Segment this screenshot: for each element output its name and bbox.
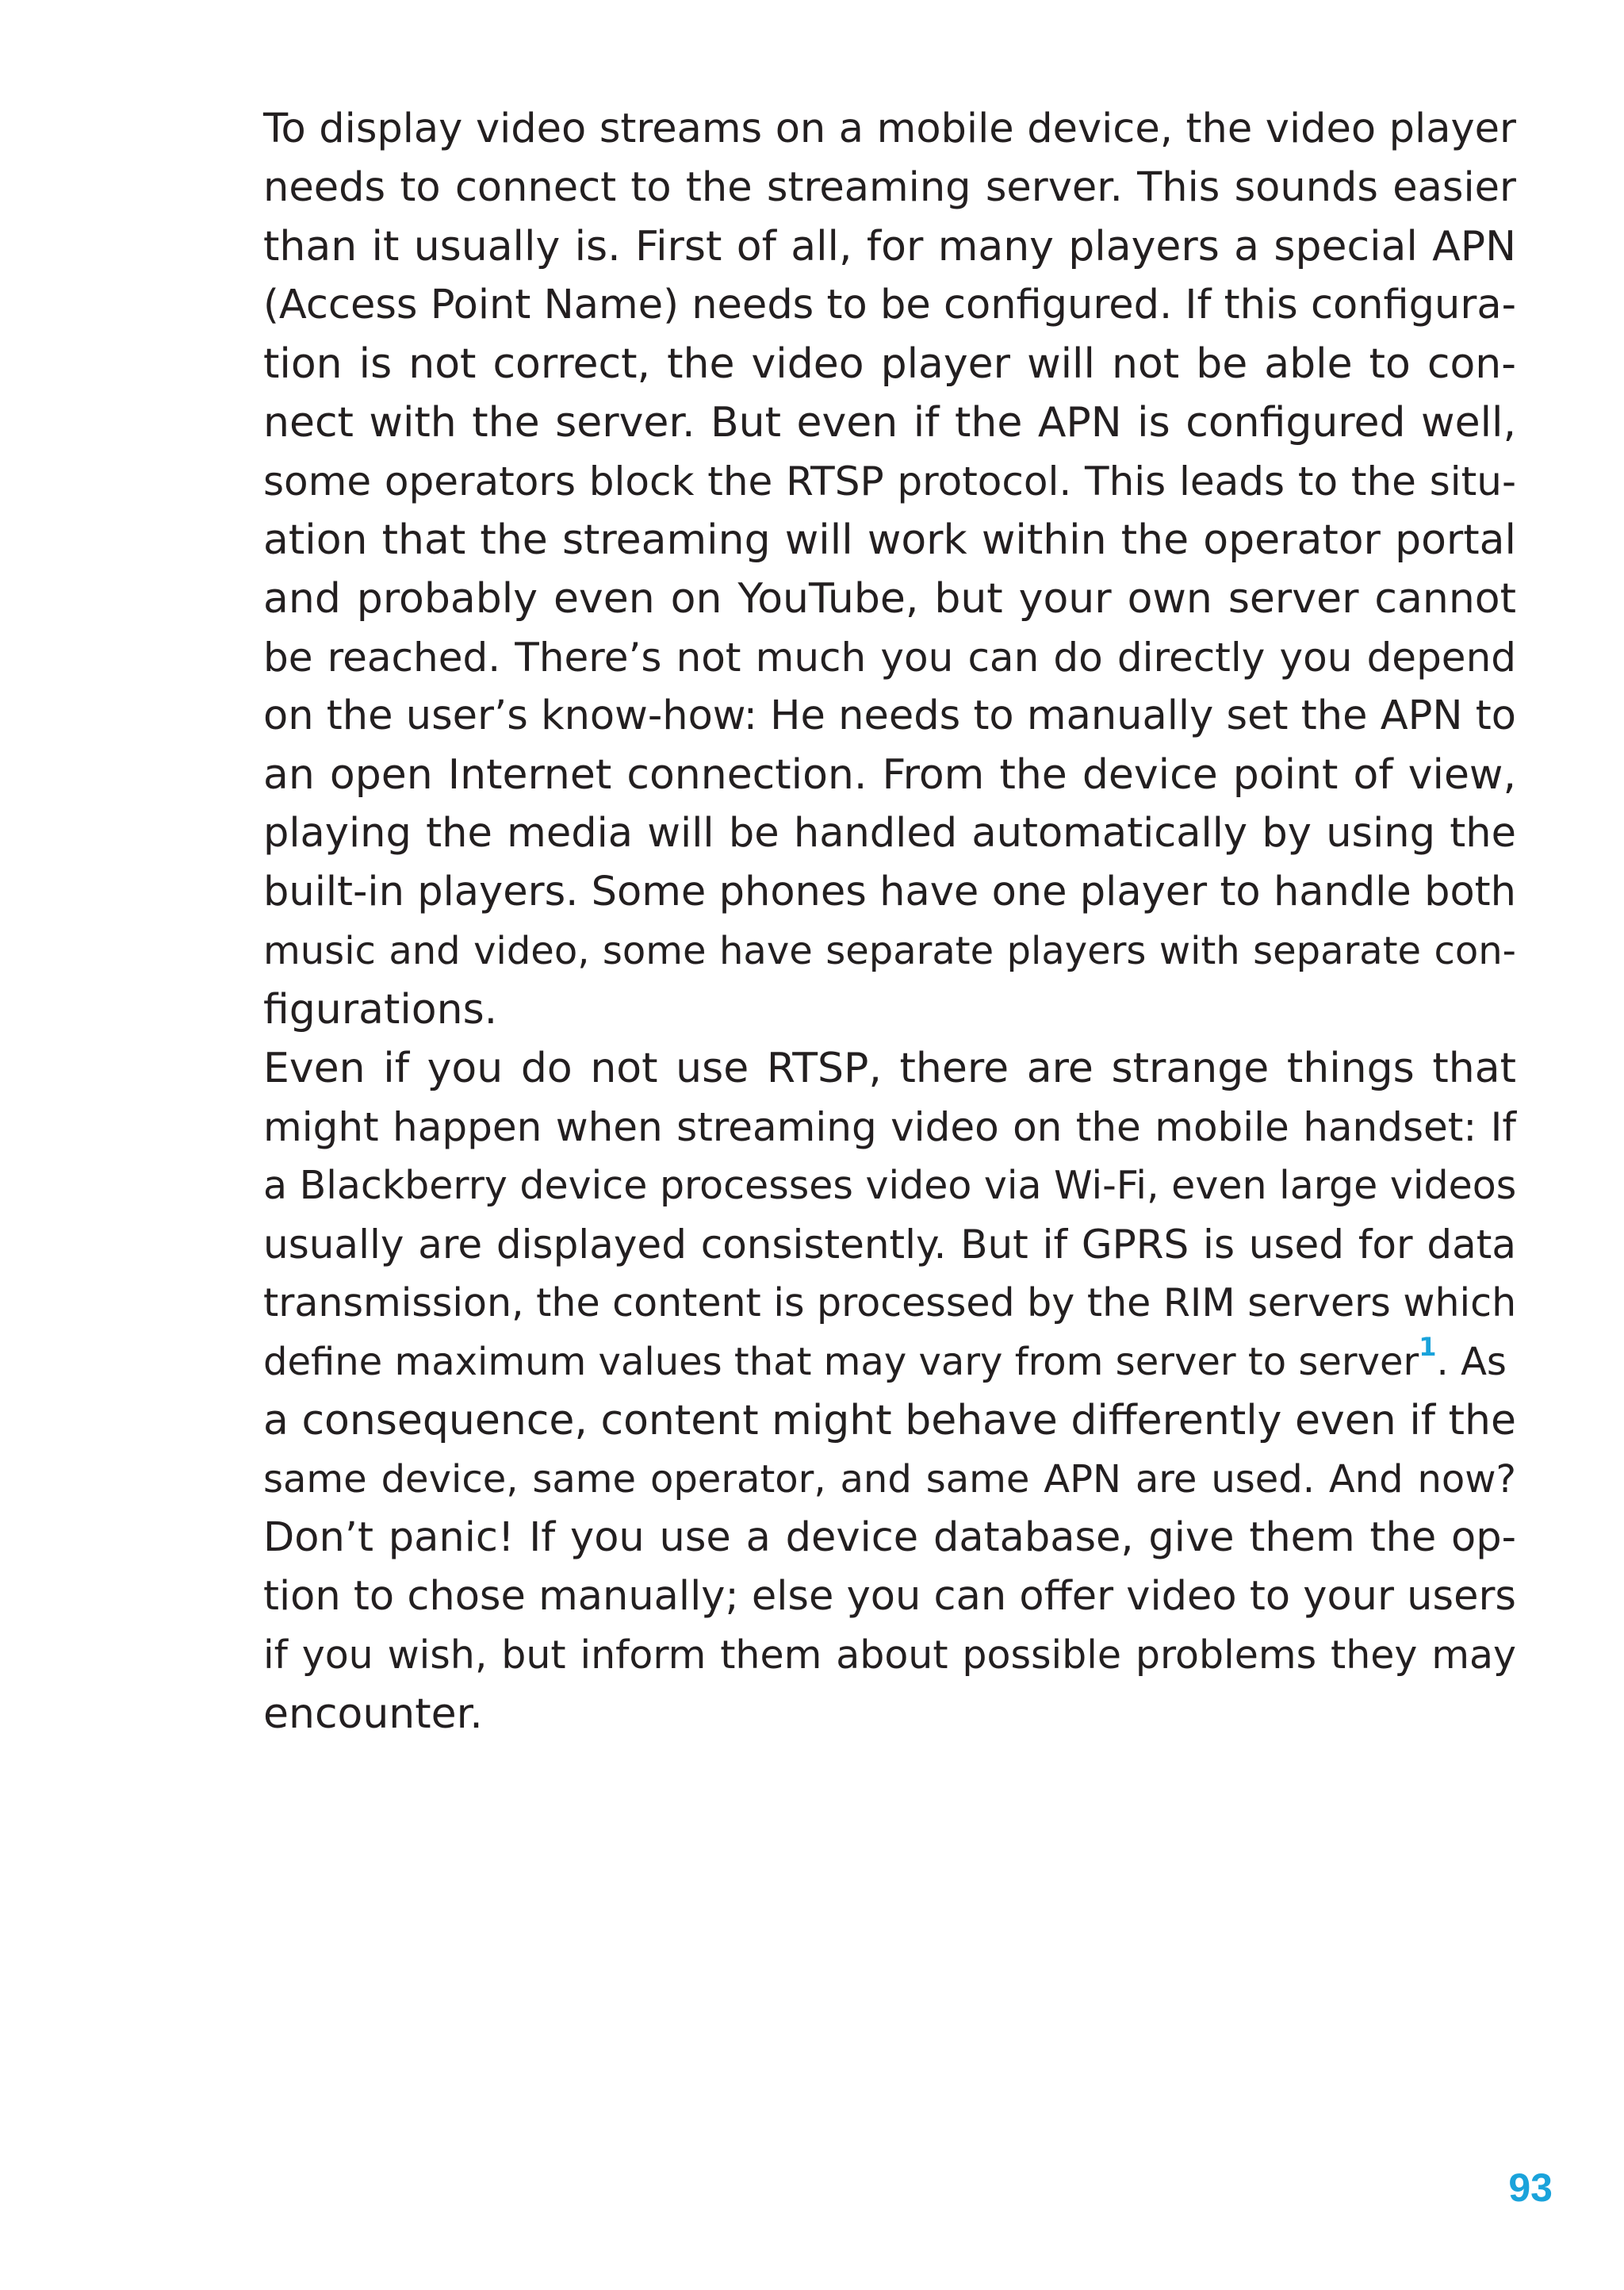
- text-line: music and video, some have separate players with separate con-: [263, 929, 1516, 973]
- text-segment: define maximum values that may vary from server to server: [263, 1340, 1419, 1384]
- text-line: a Blackberry device processes video via Wi-Fi, even large videos: [263, 1163, 1517, 1208]
- text-line: needs to connect to the streaming server. This sounds easier: [263, 164, 1516, 211]
- text-line: if you wish, but inform them about possible problems they may: [263, 1632, 1516, 1678]
- text-segment: . As: [1436, 1340, 1507, 1384]
- text-line: some operators block the RTSP protocol. This leads to the situ-: [263, 458, 1516, 504]
- text-line: an open Internet connection. From the device point of view,: [263, 751, 1516, 799]
- text-line: tion is not correct, the video player will not be able to con-: [263, 340, 1516, 388]
- text-line: tion to chose manually; else you can offer video to your users: [263, 1573, 1516, 1620]
- text-line: encounter.: [263, 1690, 483, 1738]
- text-line: same device, same operator, and same APN are used. And now?: [263, 1457, 1516, 1502]
- text-line: transmission, the content is processed by the RIM servers which: [263, 1280, 1517, 1325]
- footnote-reference[interactable]: 1: [1419, 1332, 1437, 1362]
- text-line: Don’t panic! If you use a device database, give them the op-: [263, 1514, 1516, 1561]
- body-text: [263, 100, 1516, 1743]
- page-number: 93: [1508, 2165, 1553, 2210]
- text-line: ation that the streaming will work within the operator portal: [263, 516, 1516, 564]
- text-line: figurations.: [263, 986, 498, 1034]
- text-line-with-footnote: [263, 1333, 1516, 1391]
- text-line: on the user’s know-how: He needs to manually set the APN to: [263, 692, 1516, 739]
- text-line: To display video streams on a mobile device, the video player: [263, 105, 1516, 152]
- text-line: built-in players. Some phones have one player to handle both: [263, 869, 1516, 915]
- text-line: Even if you do not use RTSP, there are strange things that: [263, 1045, 1516, 1092]
- text-line: nect with the server. But even if the APN is configured well,: [263, 399, 1516, 447]
- paragraph-2: [263, 1039, 1516, 1743]
- text-line: might happen when streaming video on the mobile handset: If: [263, 1104, 1516, 1150]
- text-line: (Access Point Name) needs to be configured. If this configura-: [263, 282, 1516, 328]
- text-line: playing the media will be handled automatically by using the: [263, 810, 1516, 857]
- text-line: usually are displayed consistently. But if GPRS is used for data: [263, 1222, 1516, 1268]
- paragraph-1: [263, 100, 1516, 1039]
- text-line: than it usually is. First of all, for many players a special APN: [263, 223, 1516, 270]
- text-line: a consequence, content might behave differently even if the: [263, 1397, 1516, 1444]
- text-line: be reached. There’s not much you can do directly you depend: [263, 635, 1516, 681]
- text-line: and probably even on YouTube, but your own server cannot: [263, 575, 1516, 623]
